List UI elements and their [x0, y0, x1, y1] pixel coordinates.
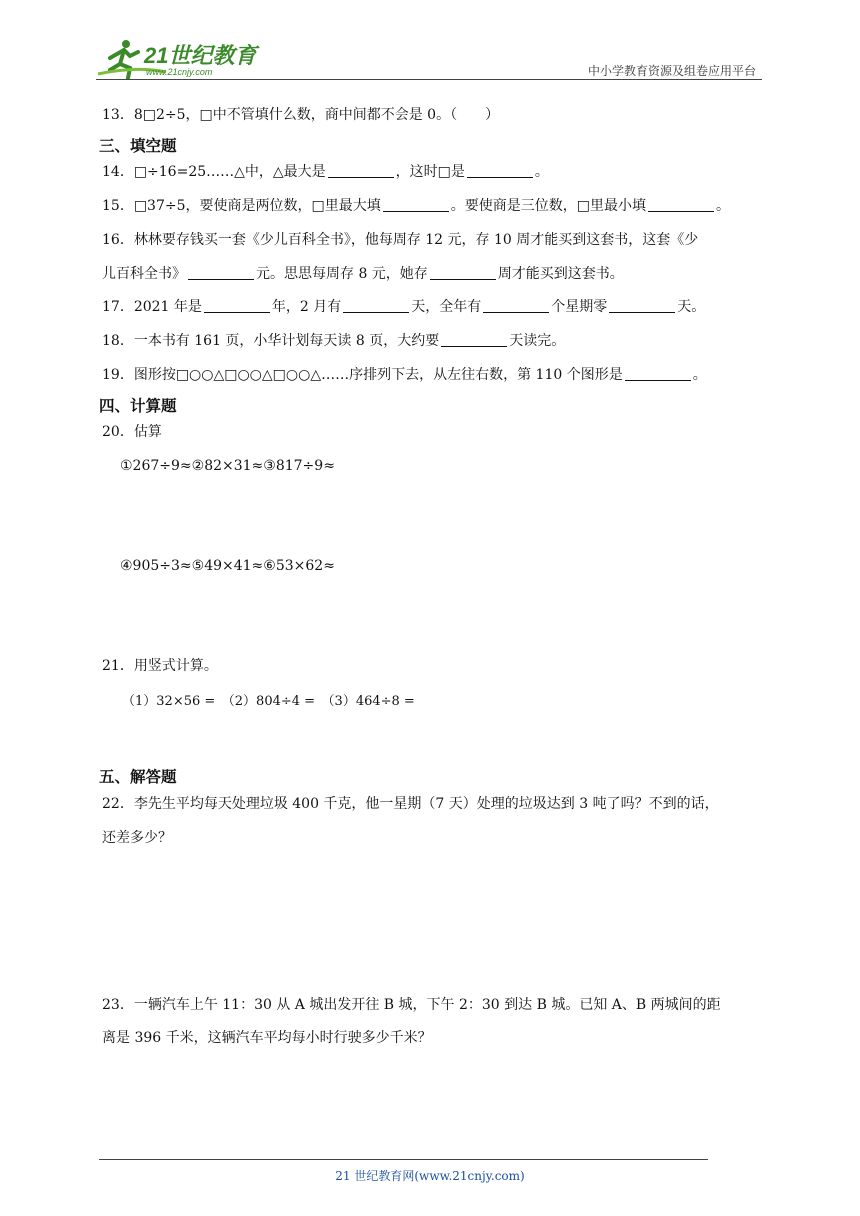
- answer-blank[interactable]: [204, 298, 270, 313]
- answer-blank[interactable]: [483, 298, 549, 313]
- section-title-word-problems: 五、解答题: [99, 768, 177, 786]
- logo-text: 21世纪教育: [144, 43, 257, 68]
- vertical-calc-items: （1）32×56 = （2）804÷4 = （3）464÷8 =: [122, 694, 415, 709]
- answer-blank[interactable]: [648, 197, 714, 212]
- question-23-line-2: 离是 396 千米，这辆汽车平均每小时行驶多少千米？: [102, 1030, 432, 1046]
- estimate-row-2: ④905÷3≈⑤49×41≈⑥53×62≈: [120, 558, 335, 574]
- question-20-title: 20．估算: [102, 424, 162, 440]
- question-16-line-1: 16．林林要存钱买一套《少儿百科全书》，他每周存 12 元，存 10 周才能买到这套书，这套《少: [102, 232, 699, 248]
- question-17: 17．2021 年是 年，2 月有 天，全年有 个星期零 天。: [102, 299, 706, 315]
- question-15: 15．□37÷5，要使商是两位数，□里最大填 。要使商是三位数，□里最小填 。: [102, 198, 730, 214]
- question-22-line-1: 22．李先生平均每天处理垃圾 400 千克，他一星期（7 天）处理的垃圾达到 3 吨了吗？不到的话，: [102, 796, 719, 812]
- header-divider: [96, 79, 762, 80]
- answer-blank[interactable]: [609, 298, 675, 313]
- site-logo: [96, 36, 266, 80]
- estimate-row-1: ①267÷9≈②82×31≈③817÷9≈: [120, 458, 335, 474]
- answer-blank[interactable]: [188, 265, 254, 280]
- question-16-line-2: 儿百科全书》 元。思思每周存 8 元，她存 周才能买到这套书。: [102, 266, 624, 282]
- footer-site-link[interactable]: 21 世纪教育网(www.21cnjy.com): [335, 1169, 525, 1183]
- section-title-fill-in: 三、填空题: [99, 137, 177, 155]
- question-21-title: 21．用竖式计算。: [102, 658, 218, 674]
- answer-blank[interactable]: [328, 163, 394, 178]
- footer-divider: [99, 1159, 708, 1160]
- answer-blank[interactable]: [430, 265, 496, 280]
- question-18: 18．一本书有 161 页，小华计划每天读 8 页，大约要 天读完。: [102, 333, 566, 349]
- question-19: 19．图形按□○○△□○○△□○○△……序排列下去，从左往右数，第 110 个图形是 。: [102, 367, 707, 383]
- answer-blank[interactable]: [383, 197, 449, 212]
- question-22-line-2: 还差多少？: [102, 830, 172, 846]
- answer-blank[interactable]: [441, 332, 507, 347]
- logo-url: www.21cnjy.com: [146, 67, 213, 77]
- header-platform-text: 中小学教育资源及组卷应用平台: [587, 64, 756, 78]
- question-13: 13．8□2÷5，□中不管填什么数，商中间都不会是 0。（ ）: [102, 107, 500, 123]
- answer-blank[interactable]: [467, 163, 533, 178]
- answer-blank[interactable]: [625, 366, 691, 381]
- question-23-line-1: 23．一辆汽车上午 11：30 从 A 城出发开往 B 城，下午 2：30 到达 B 城。已知 A、B 两城间的距: [102, 997, 721, 1013]
- question-14: 14．□÷16=25……△中，△最大是 ，这时□是 。: [102, 164, 549, 180]
- answer-blank[interactable]: [343, 298, 409, 313]
- section-title-calculation: 四、计算题: [99, 397, 177, 415]
